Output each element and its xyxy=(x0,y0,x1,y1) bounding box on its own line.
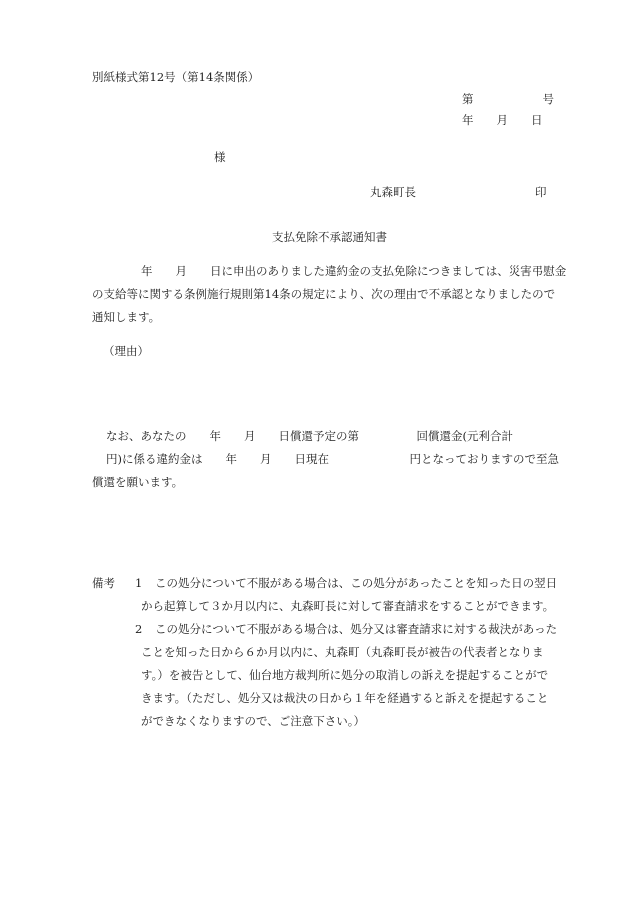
issuer-name: 丸森町長 xyxy=(370,185,416,199)
repayment-line-2: 円)に係る違約金は 年 月 日現在 円となっておりますので至急 xyxy=(106,452,559,466)
body-line-3: 通知します。 xyxy=(92,310,161,324)
document-date: 年 月 日 xyxy=(462,113,543,127)
note-1-line-2: から起算して３か月以内に、丸森町長に対して審査請求をすることができます。 xyxy=(141,599,555,613)
body-line-1: 年 月 日に申出のありました違約金の支払免除につきましては、災害弔慰金 xyxy=(118,264,567,278)
reason-label: （理由） xyxy=(103,344,149,358)
note-2-line-1: この処分について不服がある場合は、処分又は審査請求に対する裁決があった xyxy=(155,622,558,636)
addressee: 様 xyxy=(214,150,226,164)
note-number-1: 1 xyxy=(135,576,143,590)
repayment-line-1: なお、あなたの 年 月 日償還予定の第 回償還金(元利合計 xyxy=(106,429,513,443)
form-label: 別紙様式第12号（第14条関係） xyxy=(92,70,260,84)
note-number-2: 2 xyxy=(135,622,143,636)
body-line-2: の支給等に関する条例施行規則第14条の規定により、次の理由で不承認となりましたので xyxy=(92,287,556,301)
note-2-line-2: ことを知った日から６か月以内に、丸森町（丸森町長が被告の代表者となりま xyxy=(141,645,544,659)
note-1-line-1: この処分について不服がある場合は、この処分があったことを知った日の翌日 xyxy=(155,576,558,590)
repayment-notice xyxy=(92,425,578,494)
seal-mark: 印 xyxy=(535,185,547,199)
document-title: 支払免除不承認通知書 xyxy=(272,230,387,244)
repayment-line-3: 償還を願います。 xyxy=(92,475,184,489)
note-2-line-4: きます。（ただし、処分又は裁決の日から１年を経過すると訴えを提起すること xyxy=(141,691,549,705)
document-number: 第 号 xyxy=(462,92,554,106)
note-2-line-3: す。）を被告として、仙台地方裁判所に処分の取消しの訴えを提起することがで xyxy=(141,668,549,682)
note-2-line-5: ができなくなりますので、ご注意下さい。） xyxy=(141,714,366,728)
notes-label: 備考 xyxy=(92,576,115,590)
notice-body xyxy=(92,260,578,329)
